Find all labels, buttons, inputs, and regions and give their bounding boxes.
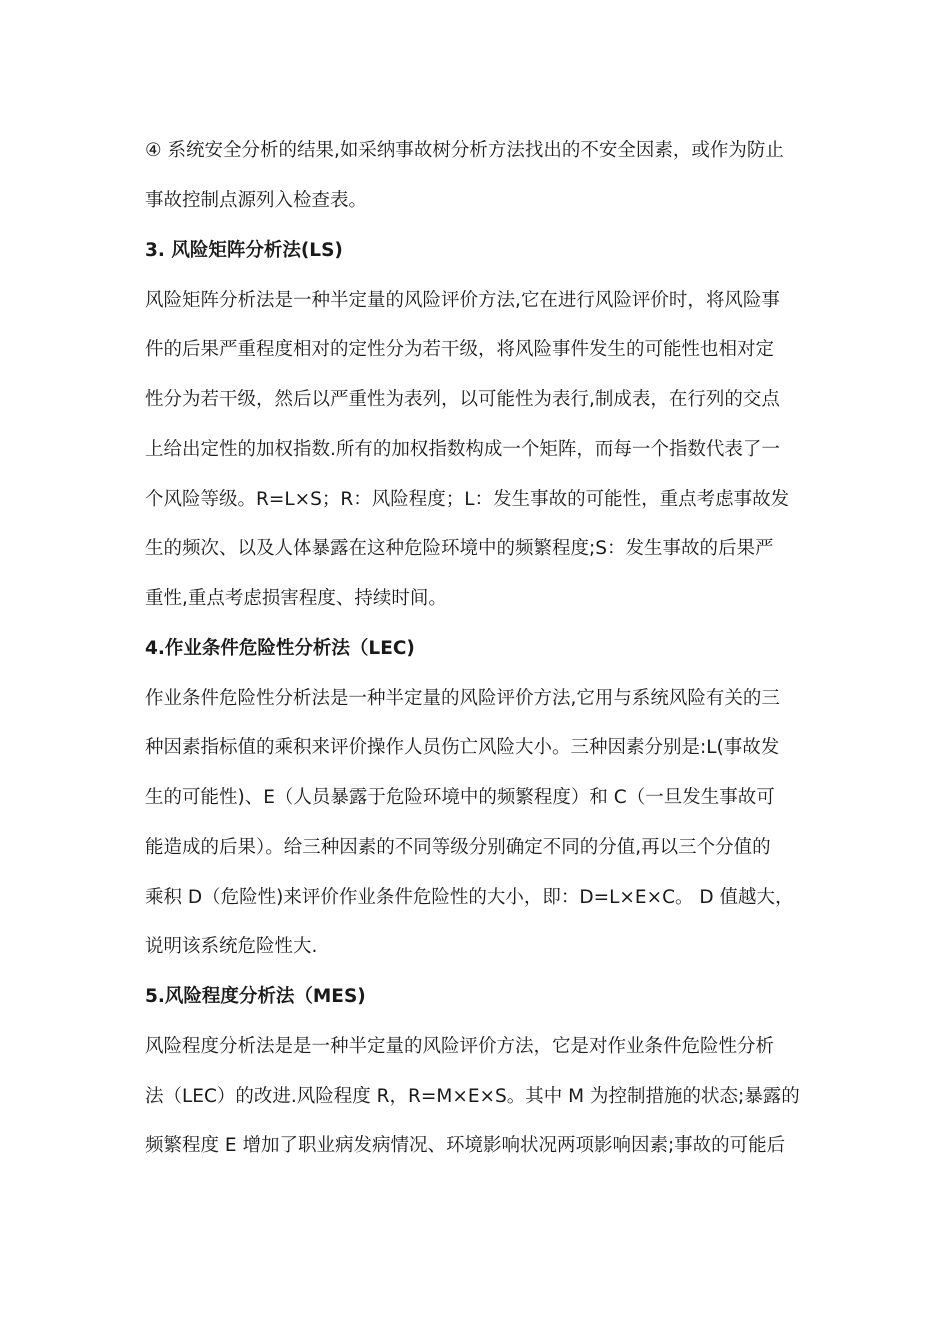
paragraph-line: 性分为若干级，然后以严重性为表列，以可能性为表行,制成表，在行列的交点 — [145, 389, 780, 410]
paragraph-line: 生的频次、以及人体暴露在这种危险环境中的频繁程度;S：发生事故的后果严 — [145, 538, 774, 559]
section-heading-ls: 3. 风险矩阵分析法(LS) — [145, 240, 343, 261]
paragraph-line: 个风险等级。R=L×S；R：风险程度；L：发生事故的可能性，重点考虑事故发 — [145, 489, 790, 510]
paragraph-line: 说明该系统危险性大. — [145, 936, 318, 957]
paragraph-line: 生的可能性)、E（人员暴露于危险环境中的频繁程度）和 C（一旦发生事故可 — [145, 787, 775, 808]
paragraph-line: 频繁程度 E 增加了职业病发病情况、环境影响状况两项影响因素;事故的可能后 — [145, 1135, 786, 1156]
paragraph-line: 事故控制点源列入检查表。 — [145, 190, 368, 211]
paragraph-line: 种因素指标值的乘积来评价操作人员伤亡风险大小。三种因素分别是:L(事故发 — [145, 737, 780, 758]
section-heading-mes: 5.风险程度分析法（MES) — [145, 986, 366, 1007]
paragraph-line: 乘积 D（危险性)来评价作业条件危险性的大小，即：D=L×E×C。 D 值越大， — [145, 887, 794, 908]
paragraph-line: 风险程度分析法是是一种半定量的风险评价方法，它是对作业条件危险性分析 — [145, 1036, 775, 1057]
section-heading-lec: 4.作业条件危险性分析法（LEC) — [145, 638, 415, 659]
paragraph-line: 风险矩阵分析法是一种半定量的风险评价方法,它在进行风险评价时，将风险事 — [145, 290, 780, 311]
paragraph-line: 件的后果严重程度相对的定性分为若干级，将风险事件发生的可能性也相对定 — [145, 339, 775, 360]
paragraph-line: ④ 系统安全分析的结果,如采纳事故树分析方法找出的不安全因素，或作为防止 — [145, 140, 784, 161]
paragraph-line: 上给出定性的加权指数.所有的加权指数构成一个矩阵，而每一个指数代表了一 — [145, 439, 780, 460]
paragraph-line: 能造成的后果）。给三种因素的不同等级分别确定不同的分值,再以三个分值的 — [145, 837, 771, 858]
paragraph-line: 作业条件危险性分析法是一种半定量的风险评价方法,它用与系统风险有关的三 — [145, 688, 780, 709]
paragraph-line: 重性,重点考虑损害程度、持续时间。 — [145, 588, 447, 609]
paragraph-line: 法（LEC）的改进.风险程度 R，R=M×E×S。其中 M 为控制措施的状态;暴露的 — [145, 1086, 800, 1107]
